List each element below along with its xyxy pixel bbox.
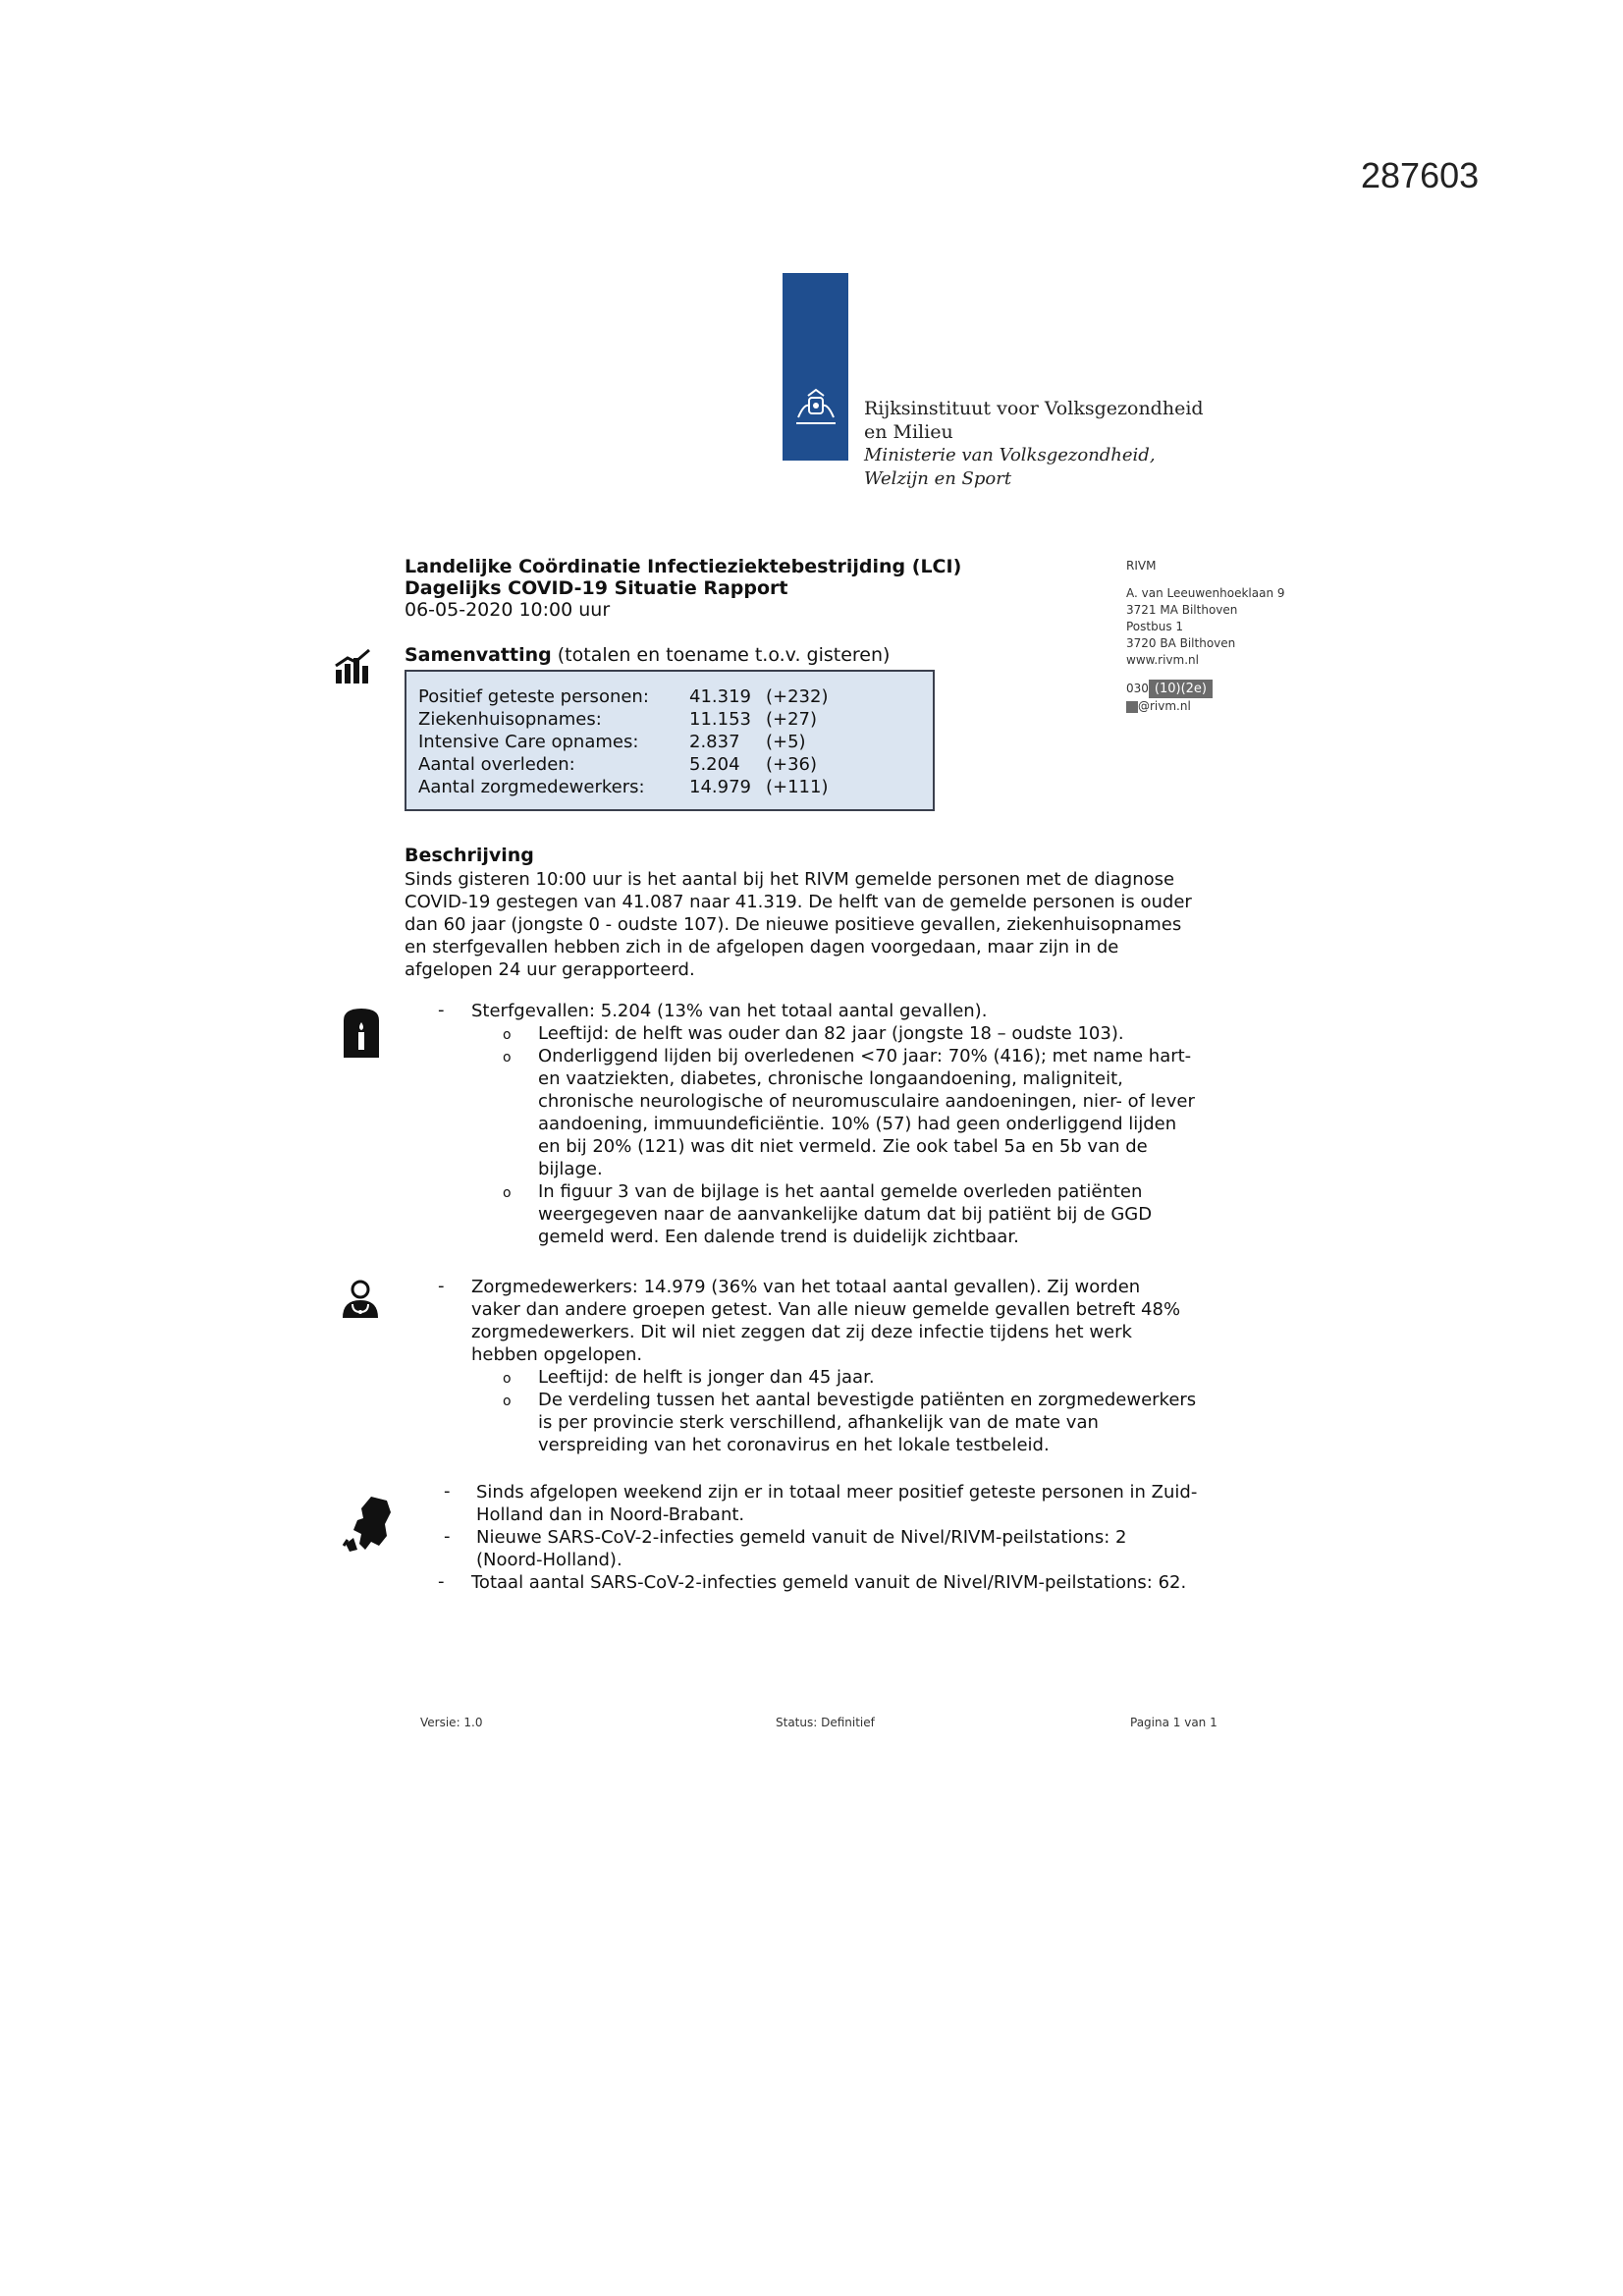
healthcare-sub-line: Leeftijd: de helft is jonger dan 45 jaar. — [538, 1367, 875, 1388]
summary-box — [405, 670, 935, 811]
healthcare-sub-age — [538, 1366, 875, 1389]
healthcare-line: zorgmedewerkers. Dit wil niet zeggen dat zij deze infectie tijdens het werk — [471, 1322, 1132, 1342]
region-line: Nieuwe SARS-CoV-2-infecties gemeld vanuit de Nivel/RIVM-peilstations: 2 — [476, 1527, 1127, 1548]
summary-title-bold: Samenvatting — [405, 644, 552, 666]
summary-row — [418, 731, 921, 753]
region-item-1 — [476, 1481, 1197, 1526]
summary-delta: (+5) — [766, 732, 806, 752]
list-bullet: o — [503, 1185, 512, 1201]
summary-row — [418, 685, 921, 708]
deaths-sub-line: Onderliggend lijden bij overledenen <70 jaar: 70% (416); met name hart- — [538, 1046, 1192, 1066]
list-dash: - — [438, 1276, 445, 1296]
region-line: (Noord-Holland). — [476, 1550, 622, 1570]
summary-value: 2.837 — [689, 732, 740, 752]
healthcare-sub-line: verspreiding van het coronavirus en het lokale testbeleid. — [538, 1435, 1050, 1455]
healthcare-sub-line: is per provincie sterk verschillend, afhankelijk van de mate van — [538, 1412, 1099, 1433]
footer-version: Versie: 1.0 — [420, 1716, 483, 1729]
list-dash: - — [438, 1571, 445, 1592]
deaths-sub-line: en vaatziekten, diabetes, chronische longaandoening, maligniteit, — [538, 1068, 1123, 1089]
healthcare-line: vaker dan andere groepen getest. Van alle nieuw gemelde gevallen betreft 48% — [471, 1299, 1181, 1320]
deaths-sub-line: gemeld werd. Een dalende trend is duidelijk zichtbaar. — [538, 1227, 1019, 1247]
coat-of-arms-icon — [790, 384, 841, 431]
address-email: @rivm.nl — [1138, 699, 1191, 713]
deaths-sub-trend — [538, 1180, 1152, 1248]
summary-label: Aantal zorgmedewerkers: — [418, 777, 645, 797]
redaction-box: (10)(2e) — [1149, 680, 1213, 698]
healthcare-worker-icon — [339, 1279, 382, 1318]
report-org-title: Landelijke Coördinatie Infectieziektebestrijding (LCI) — [405, 556, 962, 577]
description-line: COVID-19 gestegen van 41.087 naar 41.319. De helft van de gemelde personen is ouder — [405, 892, 1192, 912]
list-dash: - — [444, 1481, 451, 1502]
address-org: RIVM — [1126, 559, 1157, 573]
description-line: en sterfgevallen hebben zich in de afgelopen dagen voorgedaan, maar zijn in de — [405, 937, 1119, 957]
summary-delta: (+111) — [766, 777, 829, 797]
summary-value: 14.979 — [689, 777, 751, 797]
footer-status: Status: Definitief — [776, 1716, 875, 1729]
description-body — [405, 868, 1239, 981]
address-postcode1: 3721 MA Bilthoven — [1126, 603, 1238, 617]
address-postbus: Postbus 1 — [1126, 620, 1184, 633]
summary-label: Ziekenhuisopnames: — [418, 709, 602, 730]
list-bullet: o — [503, 1394, 512, 1409]
tombstone-candle-icon — [342, 1007, 381, 1058]
deaths-sub-line: en bij 20% (121) was dit niet vermeld. Zie ook tabel 5a en 5b van de — [538, 1136, 1148, 1157]
summary-delta: (+27) — [766, 709, 818, 730]
list-bullet: o — [503, 1050, 512, 1066]
summary-row — [418, 776, 921, 798]
deaths-sub-line: In figuur 3 van de bijlage is het aantal gemelde overleden patiënten — [538, 1181, 1143, 1202]
region-item-2 — [476, 1526, 1126, 1571]
org-name-line1: Rijksinstituut voor Volksgezondheid — [864, 398, 1204, 419]
summary-title-rest: (totalen en toename t.o.v. gisteren) — [551, 644, 891, 666]
deaths-sub-line: chronische neurologische of neuromusculaire aandoeningen, nier- of lever — [538, 1091, 1195, 1112]
list-bullet: o — [503, 1027, 512, 1043]
netherlands-map-icon — [342, 1495, 393, 1554]
report-header — [405, 556, 961, 621]
rijksoverheid-logo-bar — [783, 273, 848, 461]
address-street: A. van Leeuwenhoeklaan 9 — [1126, 586, 1285, 600]
summary-delta: (+36) — [766, 754, 818, 775]
deaths-sub-line: weergegeven naar de aanvankelijke datum dat bij patiënt bij de GGD — [538, 1204, 1153, 1225]
summary-label: Aantal overleden: — [418, 754, 575, 775]
summary-delta: (+232) — [766, 686, 829, 707]
deaths-main: Sterfgevallen: 5.204 (13% van het totaal aantal gevallen). — [471, 1001, 988, 1021]
address-block — [1126, 558, 1285, 715]
healthcare-line: Zorgmedewerkers: 14.979 (36% van het totaal aantal gevallen). Zij worden — [471, 1277, 1141, 1297]
deaths-sub-age — [538, 1022, 1124, 1045]
address-web: www.rivm.nl — [1126, 653, 1199, 667]
deaths-sub-line: aandoening, immuundeficiëntie. 10% (57) had geen onderliggend lijden — [538, 1114, 1177, 1134]
summary-value: 11.153 — [689, 709, 751, 730]
summary-value: 5.204 — [689, 754, 740, 775]
org-name-line2: en Milieu — [864, 421, 953, 443]
description-line: afgelopen 24 uur gerapporteerd. — [405, 959, 695, 980]
address-postcode2: 3720 BA Bilthoven — [1126, 636, 1236, 650]
report-date: 06-05-2020 10:00 uur — [405, 599, 611, 621]
summary-title — [405, 644, 890, 666]
summary-value: 41.319 — [689, 686, 751, 707]
ministry-line1: Ministerie van Volksgezondheid, — [864, 445, 1156, 465]
healthcare-sub-line: De verdeling tussen het aantal bevestigde patiënten en zorgmedewerkers — [538, 1390, 1197, 1410]
list-bullet: o — [503, 1371, 512, 1387]
summary-label: Intensive Care opnames: — [418, 732, 639, 752]
list-dash: - — [444, 1526, 451, 1547]
region-line: Sinds afgelopen weekend zijn er in totaal meer positief geteste personen in Zuid- — [476, 1482, 1198, 1503]
ministry-line2: Welzijn en Sport — [864, 468, 1012, 489]
deaths-sub-line: bijlage. — [538, 1159, 603, 1179]
deaths-sub-line: Leeftijd: de helft was ouder dan 82 jaar (jongste 18 – oudste 103). — [538, 1023, 1124, 1044]
logo-text — [864, 397, 1204, 491]
healthcare-main — [471, 1276, 1180, 1366]
summary-label: Positief geteste personen: — [418, 686, 649, 707]
description-title: Beschrijving — [405, 845, 534, 866]
healthcare-line: hebben opgelopen. — [471, 1344, 643, 1365]
summary-row — [418, 708, 921, 731]
redaction-box-small — [1126, 701, 1138, 713]
address-phone-prefix: 030 — [1126, 682, 1149, 695]
report-title: Dagelijks COVID-19 Situatie Rapport — [405, 577, 788, 599]
footer-page: Pagina 1 van 1 — [1130, 1716, 1217, 1729]
summary-row — [418, 753, 921, 776]
region-line: Totaal aantal SARS-CoV-2-infecties gemeld vanuit de Nivel/RIVM-peilstations: 62. — [471, 1572, 1187, 1593]
description-line: Sinds gisteren 10:00 uur is het aantal bij het RIVM gemelde personen met de diagnose — [405, 869, 1175, 890]
healthcare-sub-distribution — [538, 1389, 1196, 1456]
deaths-sub-conditions — [538, 1045, 1195, 1180]
list-dash: - — [438, 1000, 445, 1020]
statistics-icon — [334, 648, 373, 685]
region-item-3 — [471, 1571, 1186, 1594]
region-line: Holland dan in Noord-Brabant. — [476, 1504, 745, 1525]
document-number: 287603 — [1361, 155, 1480, 195]
description-line: dan 60 jaar (jongste 0 - oudste 107). De nieuwe positieve gevallen, ziekenhuisopnames — [405, 914, 1182, 935]
